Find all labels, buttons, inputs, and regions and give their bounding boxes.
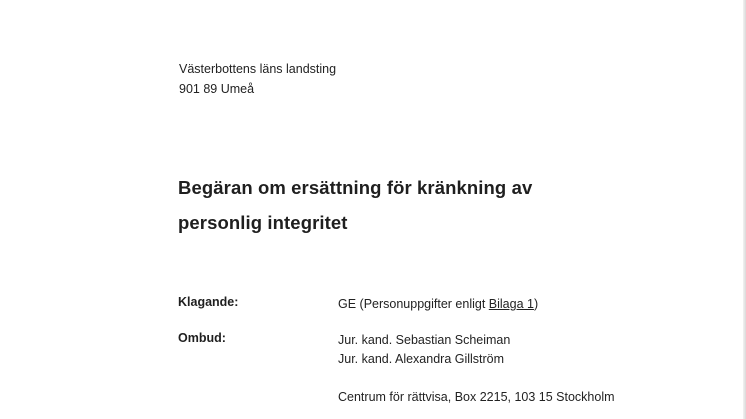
ombud-person-2: Jur. kand. Alexandra Gillström [338, 352, 505, 366]
ombud-label: Ombud: [178, 331, 226, 345]
klagande-value [338, 297, 538, 312]
document-title-line-2: personlig integritet [178, 212, 348, 233]
klagande-label: Klagande: [178, 295, 239, 309]
klagande-value-prefix: GE (Personuppgifter enligt [338, 297, 489, 311]
document-title-line-1: Begäran om ersättning för kränkning av [178, 177, 533, 198]
recipient-organization: Västerbottens läns landsting [179, 62, 337, 76]
ombud-address: Centrum för rättvisa, Box 2215, 103 15 Stockholm [338, 390, 615, 404]
ombud-person-1: Jur. kand. Sebastian Scheiman [338, 333, 511, 347]
recipient-postal-address: 901 89 Umeå [179, 82, 255, 96]
bilaga-1-link[interactable]: Bilaga 1 [488, 297, 534, 311]
klagande-value-suffix: ) [533, 297, 539, 311]
